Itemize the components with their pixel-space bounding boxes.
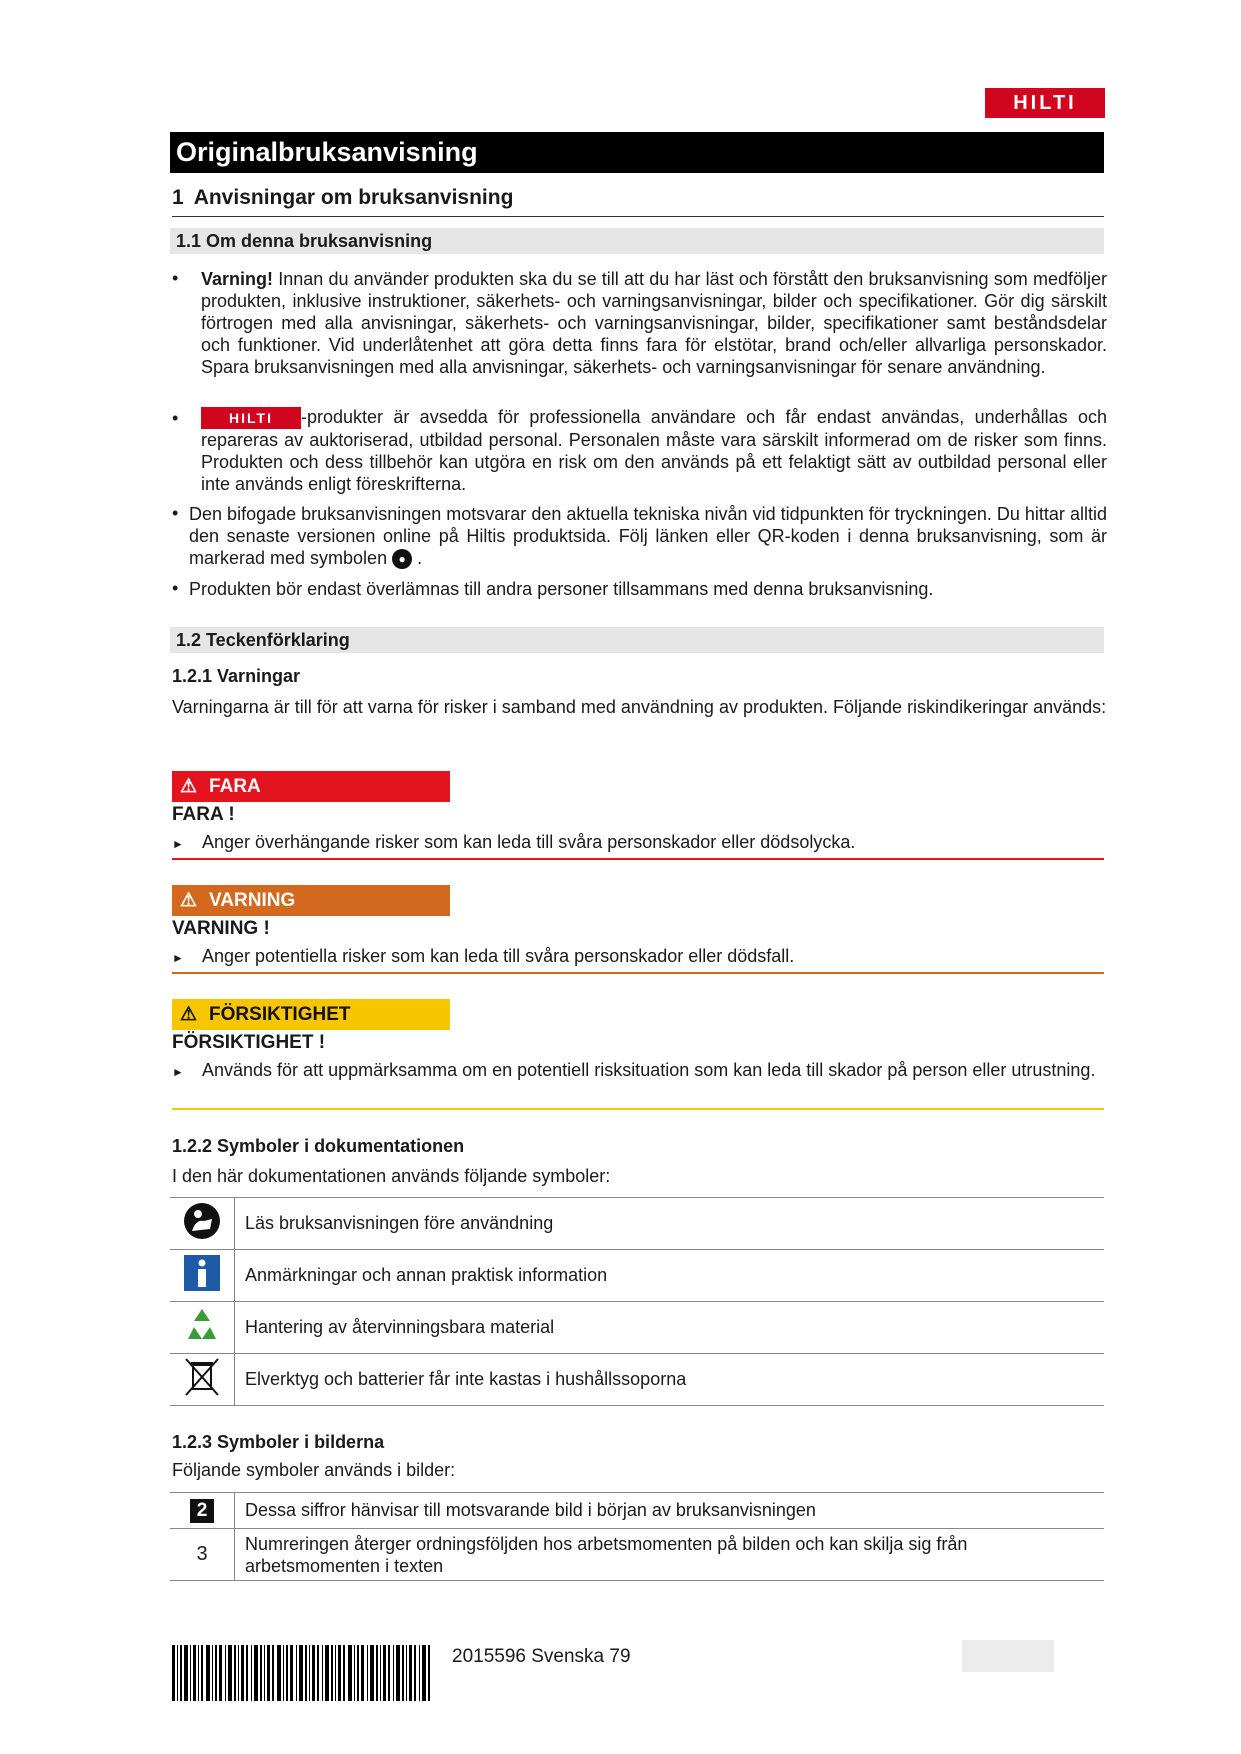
section-1-2-1-heading: 1.2.1 Varningar	[172, 666, 301, 686]
read-manual-icon	[170, 1198, 235, 1250]
img-symbols-table	[170, 1492, 1104, 1581]
footer-text: 2015596 Svenska 79	[452, 1646, 631, 1667]
figure-number-symbol: 2	[170, 1493, 235, 1529]
section-1-2-3-heading: 1.2.3 Symboler i bilderna	[172, 1432, 385, 1452]
warning-signal-word: VARNING !	[172, 918, 270, 939]
bullet: •	[172, 268, 179, 288]
caution-signal-word: FÖRSIKTIGHET !	[172, 1032, 326, 1053]
hilti-logo: HILTI	[985, 88, 1105, 118]
page-marker	[962, 1640, 1054, 1672]
arrow-icon: ►	[172, 951, 184, 965]
table-row: 3 Numreringen återger ordningsföljden hos arbetsmomenten på bilden och kan skilja sig från arbetsmomenten i texten	[170, 1529, 1104, 1581]
recycle-icon	[170, 1302, 235, 1354]
warning-triangle-icon: ⚠	[180, 776, 198, 797]
bullet: •	[172, 503, 179, 523]
warning-paragraph: Varning! Innan du använder produkten ska du se till att du har läst och förstått den bruksanvisning som medföljer produkten, inklusive instruktioner, säkerhets- och varningsanvisningar, bilder och specifikationer. Gör dig särskilt förtrogen med alla anvisningar, säkerhets- och varningsanvisningar, bilder, specifikationer samt beståndsdelar och funktioner. Vid underlåtenhet att göra detta finns fara för elstötar, brand och/eller allvarliga personskador. Spara bruksanvisningen med alla anvisningar, säkerhets- och varningsanvisningar för senare användning.	[201, 269, 1107, 377]
table-row: Elverktyg och batterier får inte kastas i hushållssoporna	[170, 1354, 1104, 1406]
caution-description: ► Används för att uppmärksamma om en potentiell risksituation som kan leda till skador på person eller utrustning.	[172, 1058, 1104, 1084]
latest-version-paragraph: Den bifogade bruksanvisningen motsvarar den aktuella tekniska nivån vid tidpunkten för tryckningen. Du hittar alltid den senaste versionen online på Hiltis produktsida. Följ länken eller QR-koden i denna bruksanvisning, som är markerad med symbolen ● .	[189, 504, 1107, 568]
doc-symbols-table	[170, 1197, 1104, 1406]
info-icon	[170, 1250, 235, 1302]
section-1-2-heading: 1.2 Teckenförklaring	[170, 627, 1104, 653]
warning-signal-label: ⚠ VARNING	[172, 885, 450, 916]
img-symbols-intro: Följande symboler används i bilder:	[172, 1460, 456, 1480]
bullet: •	[172, 578, 179, 598]
caution-divider	[172, 1108, 1104, 1110]
warning-description: ► Anger potentiella risker som kan leda till svåra personskador eller dödsfall.	[172, 944, 1104, 970]
read-manual-icon: ●	[392, 549, 412, 569]
warning-divider	[172, 972, 1104, 974]
barcode-icon	[172, 1645, 430, 1701]
table-row: Läs bruksanvisningen före användning	[170, 1198, 1104, 1250]
danger-divider	[172, 858, 1104, 860]
bullet: •	[172, 408, 179, 428]
hilti-inline-logo: HILTI	[201, 407, 301, 429]
danger-description: ► Anger överhängande risker som kan leda till svåra personskador eller dödsolycka.	[172, 830, 1104, 856]
danger-signal-word: FARA !	[172, 804, 235, 825]
caution-signal-label: ⚠ FÖRSIKTIGHET	[172, 999, 450, 1030]
warning-triangle-icon: ⚠	[180, 890, 198, 911]
table-row: 2 Dessa siffror hänvisar till motsvarande bild i början av bruksanvisningen	[170, 1493, 1104, 1529]
section-1-1-heading: 1.1 Om denna bruksanvisning	[170, 228, 1104, 254]
arrow-icon: ►	[172, 1065, 184, 1079]
handover-paragraph: Produkten bör endast överlämnas till andra personer tillsammans med denna bruksanvisning.	[189, 579, 934, 599]
warning-triangle-icon: ⚠	[180, 1004, 198, 1025]
professional-use-paragraph: HILTI -produkter är avsedda för professionella användare och får endast användas, underhållas och repareras av auktoriserad, utbildad personal. Personalen måste vara särskilt informerad om de risker som finns. Produkten och dess tillbehör kan utgöra en risk om den används på ett felaktigt sätt av outbildad personal eller inte används enligt föreskrifterna.	[201, 407, 1107, 495]
page-title: Originalbruksanvisning	[170, 132, 1104, 173]
section-1-heading: 1 Anvisningar om bruksanvisning	[172, 186, 1104, 217]
arrow-icon: ►	[172, 837, 184, 851]
table-row: Anmärkningar och annan praktisk information	[170, 1250, 1104, 1302]
warnings-intro: Varningarna är till för att varna för risker i samband med användning av produkten. Följande riskindikeringar används:	[172, 697, 1107, 717]
section-1-2-2-heading: 1.2.2 Symboler i dokumentationen	[172, 1136, 465, 1156]
step-number-symbol: 3	[170, 1529, 235, 1581]
table-row: Hantering av återvinningsbara material	[170, 1302, 1104, 1354]
doc-symbols-intro: I den här dokumentationen används följande symboler:	[172, 1166, 611, 1186]
danger-signal-label: ⚠ FARA	[172, 771, 450, 802]
no-bin-icon	[170, 1354, 235, 1406]
